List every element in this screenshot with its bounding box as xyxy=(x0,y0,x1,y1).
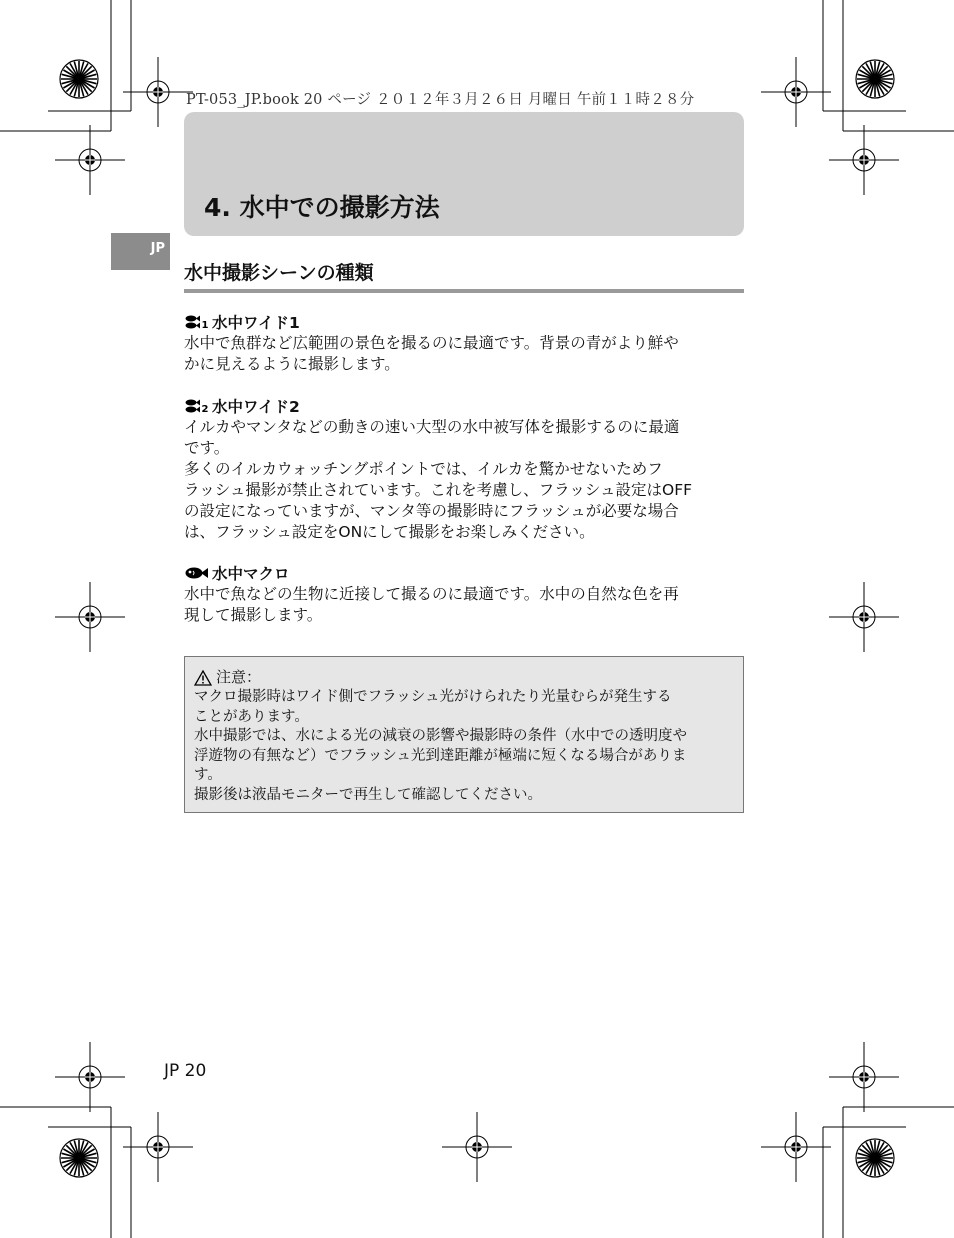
svg-text:1: 1 xyxy=(201,319,209,330)
mode-heading xyxy=(184,395,746,416)
page-number: JP 20 xyxy=(164,1061,207,1081)
warning-icon xyxy=(194,670,212,686)
mode-heading xyxy=(184,562,746,583)
mode-description-line: 水中で魚などの生物に近接して撮るのに最適です。水中の自然な色を再 xyxy=(184,585,679,603)
mode-description-line: です。 xyxy=(184,439,230,457)
mode-underwater-macro xyxy=(184,562,746,626)
mode-description-line: は、フラッシュ設定をONにして撮影をお楽しみください。 xyxy=(184,523,595,541)
underwater-wide-1-icon xyxy=(184,314,210,330)
mode-description-line: ラッシュ撮影が禁止されています。これを考慮し、フラッシュ設定はOFF xyxy=(184,481,693,499)
mode-description-line: 現して撮影します。 xyxy=(184,606,323,624)
language-side-tab xyxy=(111,233,170,270)
caution-line: マクロ撮影時はワイド側でフラッシュ光がけられたり光量むらが発生する xyxy=(194,689,672,705)
mode-description-line: 多くのイルカウォッチングポイントでは、イルカを驚かせないためフ xyxy=(184,460,663,478)
mode-description-line: の設定になっていますが、マンタ等の撮影時にフラッシュが必要な場合 xyxy=(184,502,679,520)
mode-title: 水中ワイド2 xyxy=(212,397,300,416)
mode-description-line: かに見えるように撮影します。 xyxy=(184,355,400,373)
caution-line: ことがあります。 xyxy=(194,708,309,725)
mode-title: 水中ワイド1 xyxy=(212,313,300,332)
print-header-line: PT-053_JP.book 20 ページ ２０１２年３月２６日 月曜日 午前１１時２８分 xyxy=(186,92,695,108)
underwater-wide-2-icon xyxy=(184,398,210,414)
caution-title: 注意： xyxy=(216,668,262,686)
caution-line: 水中撮影では、水による光の減衰の影響や撮影時の条件（水中での透明度や xyxy=(194,728,687,745)
chapter-title: 4. 水中での撮影方法 xyxy=(204,193,440,222)
svg-text:2: 2 xyxy=(201,403,209,414)
caution-line: 浮遊物の有無など）でフラッシュ光到達距離が極端に短くなる場合がありま xyxy=(194,747,687,764)
section-title: 水中撮影シーンの種類 xyxy=(184,258,744,293)
mode-underwater-wide-2 xyxy=(184,395,746,543)
underwater-macro-icon xyxy=(184,565,210,581)
mode-description-line: 水中で魚群など広範囲の景色を撮るのに最適です。背景の青がより鮮や xyxy=(184,334,679,352)
side-tab-label: JP xyxy=(150,241,165,256)
caution-line: 撮影後は液晶モニターで再生して確認してください。 xyxy=(194,786,542,803)
mode-heading xyxy=(184,311,746,332)
chapter-header xyxy=(184,112,744,236)
mode-title: 水中マクロ xyxy=(212,564,290,583)
caution-heading xyxy=(194,667,737,688)
mode-underwater-wide-1 xyxy=(184,311,746,375)
caution-line: す。 xyxy=(194,767,222,784)
caution-box xyxy=(184,656,744,813)
mode-description-line: イルカやマンタなどの動きの速い大型の水中被写体を撮影するのに最適 xyxy=(184,418,680,436)
